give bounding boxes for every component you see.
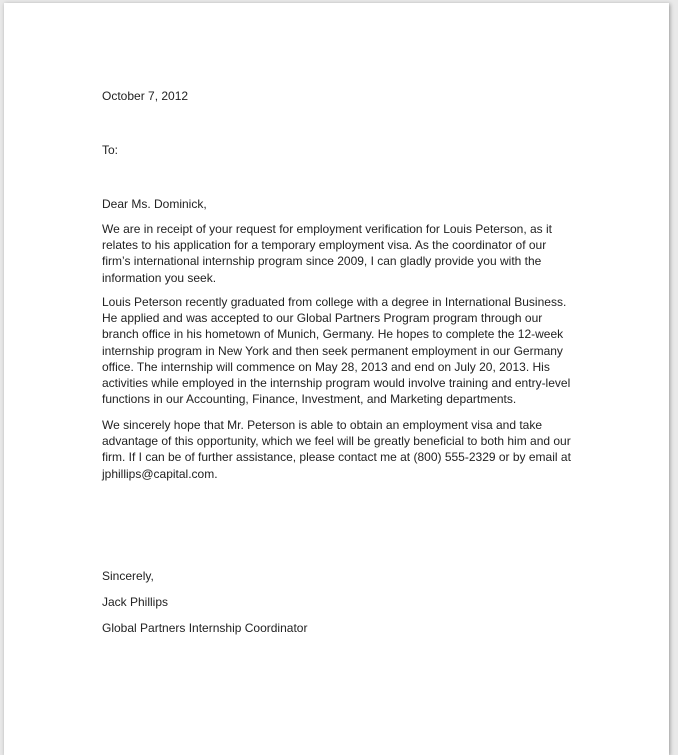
recipient-line: To: — [102, 143, 119, 157]
document-page — [4, 3, 669, 755]
paragraph-3: We sincerely hope that Mr. Peterson is able to obtain an employment visa and take advantage of this opportunity, which we feel will be greatly beneficial to both him and our firm. If I can be of further assistance, please contact me at (800) 555-2329 or by email at jphillips@capital.com. — [102, 418, 571, 481]
closing: Sincerely, — [102, 569, 154, 583]
paragraph-2: Louis Peterson recently graduated from college with a degree in International Business. He applied and was accepted to our Global Partners Program program through our branch office in his hometown of Munich, Germany. He hopes to complete the 12-week internship program in New York and then seek permanent employment in our Germany office. The internship will commence on May 28, 2013 and end on July 20, 2013. His activities while employed in the internship program would involve training and entry-level functions in our Accounting, Finance, Investment, and Marketing departments. — [102, 295, 571, 407]
letter-date: October 7, 2012 — [102, 89, 189, 103]
salutation: Dear Ms. Dominick, — [102, 197, 207, 211]
signer-name: Jack Phillips — [102, 595, 169, 609]
paragraph-1: We are in receipt of your request for employment verification for Louis Peterson, as it relates to his application for a temporary employment visa. As the coordinator of our firm’s international internship program since 2009, I can gladly provide you with the information you seek. — [102, 222, 552, 285]
signer-title: Global Partners Internship Coordinator — [102, 621, 308, 635]
